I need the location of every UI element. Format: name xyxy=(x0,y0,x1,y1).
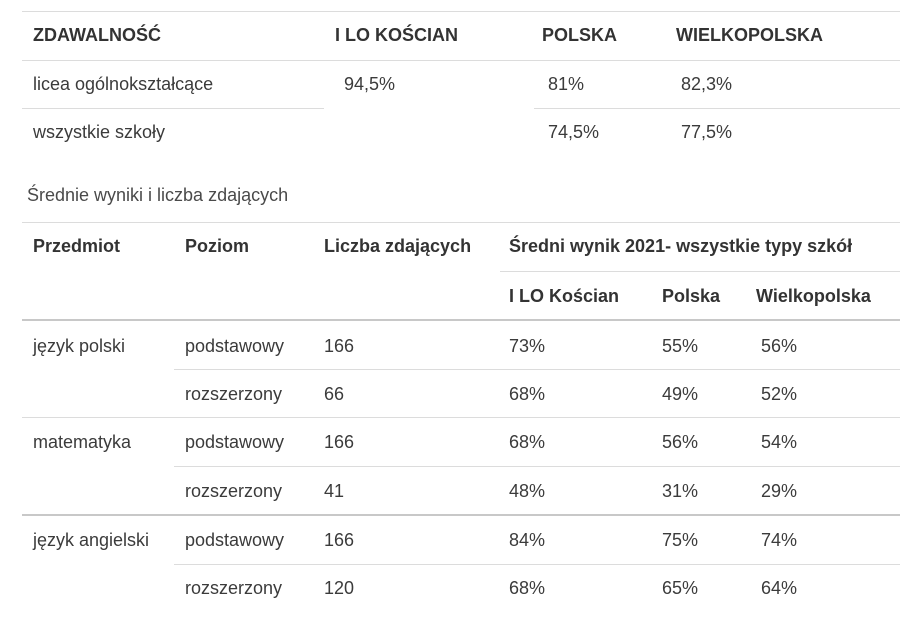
header-sredni-wynik: Średni wynik 2021- wszystkie typy szkół xyxy=(509,236,853,256)
level-cell: rozszerzony xyxy=(185,384,283,404)
poland-cell: 31% xyxy=(662,481,699,501)
level-cell: podstawowy xyxy=(185,336,285,356)
header-liczba-zdajacych: Liczba zdających xyxy=(324,236,472,256)
poland-cell: 65% xyxy=(662,578,699,598)
count-cell: 166 xyxy=(324,336,355,356)
row-divider xyxy=(22,108,324,109)
row-divider xyxy=(174,564,900,565)
row-label: licea ogólnokształcące xyxy=(33,74,214,94)
header-polska: POLSKA xyxy=(542,25,618,45)
table-top-border xyxy=(22,11,900,12)
poland-cell: 55% xyxy=(662,336,699,356)
region-cell: 74% xyxy=(761,530,798,550)
row-divider xyxy=(22,514,900,516)
region-cell: 29% xyxy=(761,481,798,501)
school-value: 94,5% xyxy=(344,74,396,94)
table-caption: Średnie wyniki i liczba zdających xyxy=(27,185,289,205)
school-cell: 68% xyxy=(509,384,546,404)
poland-cell: 56% xyxy=(662,432,699,452)
poland-cell: 49% xyxy=(662,384,699,404)
row-divider xyxy=(174,466,900,467)
school-cell: 48% xyxy=(509,481,546,501)
header-zdawalnosc: ZDAWALNOŚĆ xyxy=(33,25,161,45)
school-cell: 73% xyxy=(509,336,546,356)
row-label: wszystkie szkoły xyxy=(33,122,166,142)
region-cell: 56% xyxy=(761,336,798,356)
level-cell: rozszerzony xyxy=(185,578,283,598)
count-cell: 166 xyxy=(324,432,355,452)
header-bottom-border xyxy=(22,60,900,61)
region-cell: 54% xyxy=(761,432,798,452)
row-divider xyxy=(174,369,900,370)
row-divider xyxy=(534,108,900,109)
header-przedmiot: Przedmiot xyxy=(33,236,121,256)
school-cell: 68% xyxy=(509,578,546,598)
header-i-lo-koscian: I LO KOŚCIAN xyxy=(335,25,459,45)
header-wielkopolska: WIELKOPOLSKA xyxy=(676,25,823,45)
header-i-lo-koscian: I LO Kościan xyxy=(509,286,620,306)
header-polska: Polska xyxy=(662,286,721,306)
subject-cell: język polski xyxy=(33,336,126,356)
level-cell: podstawowy xyxy=(185,432,285,452)
subheader-divider xyxy=(500,271,900,272)
table-top-border xyxy=(22,222,900,223)
poland-value: 81% xyxy=(548,74,585,94)
region-value: 77,5% xyxy=(681,122,733,142)
region-value: 82,3% xyxy=(681,74,733,94)
region-cell: 52% xyxy=(761,384,798,404)
header-poziom: Poziom xyxy=(185,236,250,256)
poland-cell: 75% xyxy=(662,530,699,550)
row-divider xyxy=(22,417,900,418)
count-cell: 66 xyxy=(324,384,345,404)
school-cell: 68% xyxy=(509,432,546,452)
level-cell: rozszerzony xyxy=(185,481,283,501)
poland-value: 74,5% xyxy=(548,122,600,142)
count-cell: 41 xyxy=(324,481,345,501)
subject-cell: język angielski xyxy=(33,530,150,550)
header-wielkopolska: Wielkopolska xyxy=(756,286,871,306)
region-cell: 64% xyxy=(761,578,798,598)
school-cell: 84% xyxy=(509,530,546,550)
count-cell: 166 xyxy=(324,530,355,550)
subject-cell: matematyka xyxy=(33,432,132,452)
level-cell: podstawowy xyxy=(185,530,285,550)
count-cell: 120 xyxy=(324,578,355,598)
header-bottom-border xyxy=(22,319,900,321)
